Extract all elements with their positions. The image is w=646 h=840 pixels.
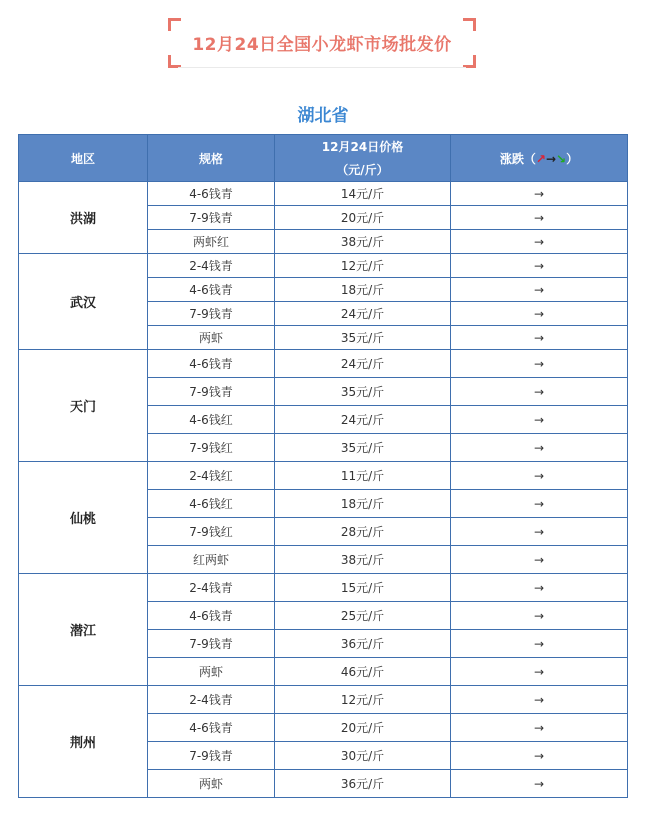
- spec-cell: 两虾: [148, 770, 275, 798]
- trend-cell: →: [451, 406, 628, 434]
- spec-cell: 两虾: [148, 326, 275, 350]
- trend-up-icon: ↗: [535, 151, 546, 166]
- header-price: 12月24日价格 （元/斤）: [275, 135, 451, 182]
- trend-cell: →: [451, 182, 628, 206]
- price-cell: 28元/斤: [275, 518, 451, 546]
- trend-cell: →: [451, 462, 628, 490]
- price-cell: 38元/斤: [275, 230, 451, 254]
- trend-cell: →: [451, 630, 628, 658]
- trend-cell: →: [451, 350, 628, 378]
- price-cell: 20元/斤: [275, 206, 451, 230]
- spec-cell: 7-9钱红: [148, 518, 275, 546]
- trend-cell: →: [451, 602, 628, 630]
- spec-cell: 2-4钱青: [148, 254, 275, 278]
- trend-cell: →: [451, 658, 628, 686]
- price-cell: 24元/斤: [275, 350, 451, 378]
- trend-cell: →: [451, 302, 628, 326]
- trend-cell: →: [451, 770, 628, 798]
- price-cell: 36元/斤: [275, 770, 451, 798]
- spec-cell: 7-9钱青: [148, 378, 275, 406]
- price-cell: 35元/斤: [275, 326, 451, 350]
- trend-cell: →: [451, 490, 628, 518]
- spec-cell: 4-6钱青: [148, 714, 275, 742]
- province-heading: 湖北省: [297, 106, 349, 126]
- region-cell: 武汉: [19, 254, 148, 350]
- spec-cell: 4-6钱青: [148, 350, 275, 378]
- trend-cell: →: [451, 434, 628, 462]
- trend-cell: →: [451, 378, 628, 406]
- spec-cell: 7-9钱青: [148, 206, 275, 230]
- price-cell: 24元/斤: [275, 406, 451, 434]
- spec-cell: 2-4钱青: [148, 686, 275, 714]
- price-cell: 25元/斤: [275, 602, 451, 630]
- spec-cell: 4-6钱青: [148, 602, 275, 630]
- trend-down-icon: ↘: [556, 151, 567, 166]
- table-row: [19, 182, 628, 206]
- spec-cell: 7-9钱青: [148, 630, 275, 658]
- trend-cell: →: [451, 278, 628, 302]
- region-cell: 洪湖: [19, 182, 148, 254]
- page-title: 12月24日全国小龙虾市场批发价: [192, 35, 452, 55]
- table-header-row: [19, 135, 628, 182]
- table-row: [19, 574, 628, 602]
- trend-cell: →: [451, 574, 628, 602]
- header-trend: 涨跌（↗→↘）: [451, 135, 628, 182]
- price-cell: 36元/斤: [275, 630, 451, 658]
- price-cell: 35元/斤: [275, 434, 451, 462]
- title-banner: [168, 18, 476, 68]
- price-cell: 35元/斤: [275, 378, 451, 406]
- price-cell: 14元/斤: [275, 182, 451, 206]
- header-spec: 规格: [148, 135, 275, 182]
- spec-cell: 4-6钱青: [148, 278, 275, 302]
- spec-cell: 7-9钱青: [148, 742, 275, 770]
- price-cell: 18元/斤: [275, 278, 451, 302]
- price-cell: 38元/斤: [275, 546, 451, 574]
- table-row: [19, 350, 628, 378]
- table-row: [19, 462, 628, 490]
- region-cell: 仙桃: [19, 462, 148, 574]
- spec-cell: 4-6钱青: [148, 182, 275, 206]
- price-cell: 30元/斤: [275, 742, 451, 770]
- spec-cell: 红两虾: [148, 546, 275, 574]
- price-cell: 12元/斤: [275, 254, 451, 278]
- price-cell: 15元/斤: [275, 574, 451, 602]
- spec-cell: 4-6钱红: [148, 490, 275, 518]
- spec-cell: 4-6钱红: [148, 406, 275, 434]
- trend-cell: →: [451, 742, 628, 770]
- spec-cell: 两虾: [148, 658, 275, 686]
- header-region: 地区: [19, 135, 148, 182]
- region-cell: 荆州: [19, 686, 148, 798]
- trend-cell: →: [451, 206, 628, 230]
- table-row: [19, 254, 628, 278]
- trend-cell: →: [451, 546, 628, 574]
- title-underline: [178, 67, 466, 68]
- trend-cell: →: [451, 230, 628, 254]
- trend-cell: →: [451, 326, 628, 350]
- region-cell: 天门: [19, 350, 148, 462]
- price-cell: 24元/斤: [275, 302, 451, 326]
- trend-cell: →: [451, 518, 628, 546]
- price-cell: 46元/斤: [275, 658, 451, 686]
- table-row: [19, 686, 628, 714]
- trend-cell: →: [451, 254, 628, 278]
- price-cell: 18元/斤: [275, 490, 451, 518]
- spec-cell: 7-9钱青: [148, 302, 275, 326]
- trend-flat-icon: →: [545, 151, 557, 166]
- trend-cell: →: [451, 686, 628, 714]
- trend-cell: →: [451, 714, 628, 742]
- spec-cell: 2-4钱青: [148, 574, 275, 602]
- spec-cell: 两虾红: [148, 230, 275, 254]
- price-table: [18, 134, 628, 798]
- spec-cell: 7-9钱红: [148, 434, 275, 462]
- price-cell: 20元/斤: [275, 714, 451, 742]
- spec-cell: 2-4钱红: [148, 462, 275, 490]
- price-cell: 12元/斤: [275, 686, 451, 714]
- price-cell: 11元/斤: [275, 462, 451, 490]
- region-cell: 潜江: [19, 574, 148, 686]
